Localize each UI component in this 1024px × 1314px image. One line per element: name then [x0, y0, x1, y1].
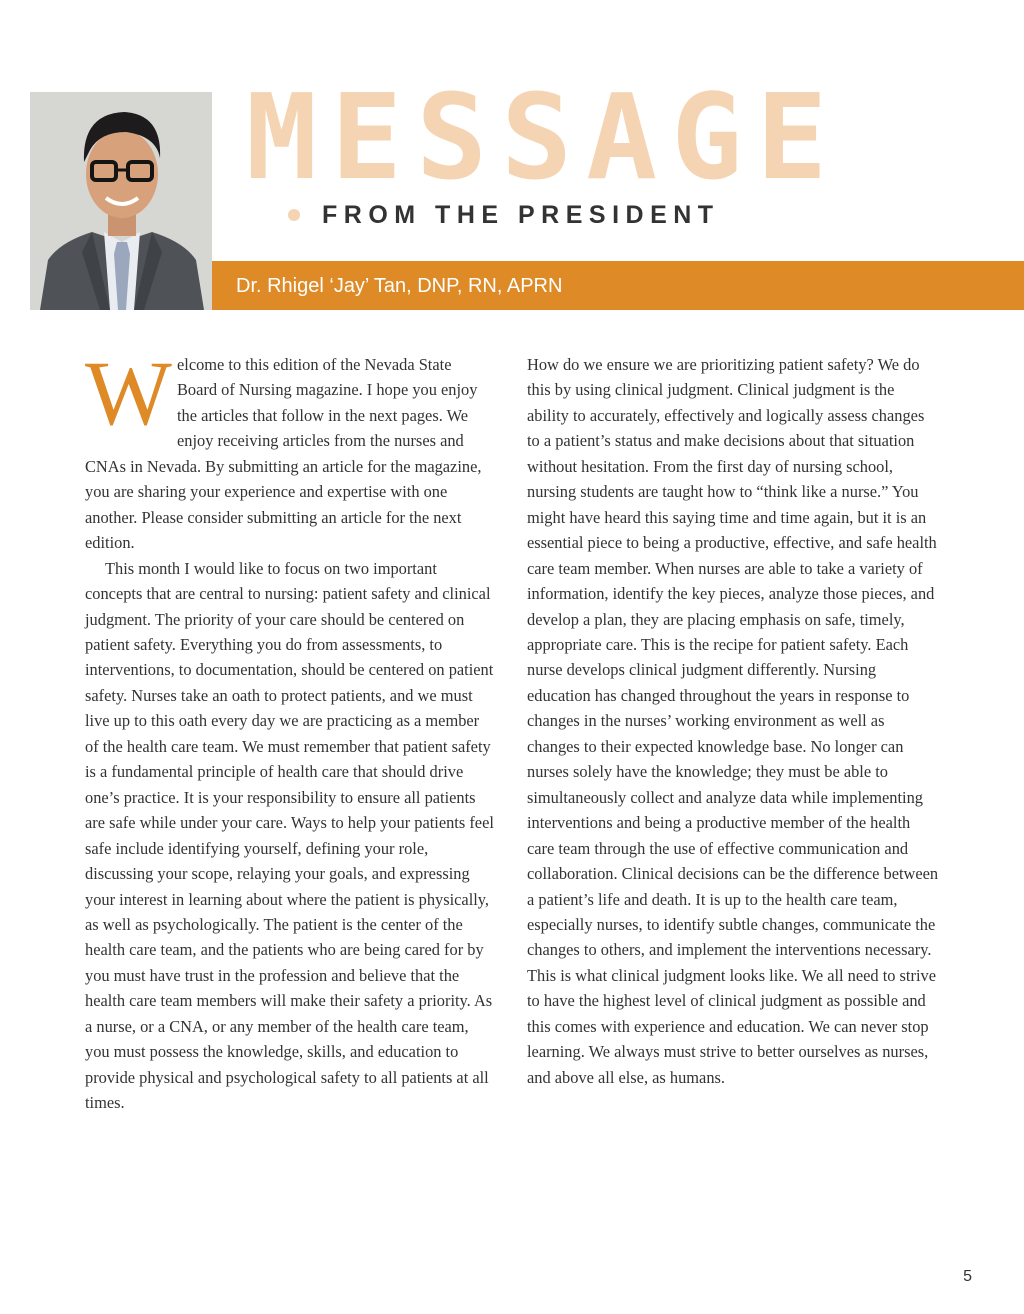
paragraph-text: elcome to this edition of the Nevada State Board of Nursing magazine. I hope you enjoy the articles that follow in the next pages. We enjoy receiving articles from the nurses and CNAs in Nevada. By submitting an article for the magazine, you are sharing your experience and expertise with one another. Please consider submitting an article for the next edition. — [85, 355, 482, 553]
drop-cap: W — [85, 342, 172, 444]
author-name: Dr. Rhigel ‘Jay’ Tan, DNP, RN, APRN — [236, 275, 563, 297]
subtitle-from-the-president: FROM THE PRESIDENT — [322, 200, 720, 229]
page-number: 5 — [963, 1268, 972, 1285]
article-paragraph: How do we ensure we are prioritizing patient safety? We do this by using clinical judgment. Clinical judgment is the ability to accurately, effectively and logically assess changes to a patient’s status and make decisions about that situation without hesitation. From the first day of nursing school, nursing students are taught how to “think like a nurse.” You might have heard this saying time and time again, but it is an essential piece to being a productive, effective, and safe health care team member. When nurses are able to take a variety of information, identify the key pieces, analyze those pieces, and develop a plan, they are placing emphasis on safe, timely, appropriate care. This is the recipe for patient safety. Each nurse develops clinical judgment differently. Nursing education has changed throughout the years in response to changes in the nurses’ working environment as well as changes to their expected knowledge base. No longer can nurses solely have the knowledge; they must be able to simultaneously collect and analyze data while implementing interventions and being a productive member of the health care team through the use of effective communication and collaboration. Clinical decisions can be the difference between a patient’s life and death. It is up to the health care team, especially nurses, to identify subtle changes, communicate the changes to others, and implement the interventions necessary. This is what clinical judgment looks like. We all need to strive to have the highest level of clinical judgment as possible and this comes with experience and education. We can never stop learning. We always must strive to better ourselves as nurses, and above all else, as humans. — [527, 355, 939, 1087]
article-paragraph — [85, 342, 495, 556]
article-column-left — [85, 342, 495, 1116]
article-column-right — [527, 352, 939, 1090]
bullet-dot-icon — [288, 209, 300, 221]
portrait-illustration — [30, 92, 212, 310]
article-paragraph: This month I would like to focus on two important concepts that are central to nursing: patient safety and clinical judgment. The priority of your care should be centered on patient safety. Everything you do from assessments, to interventions, to documentation, should be centered on patient safety. Nurses take an oath to protect patients, and we must live up to this oath every day we are practicing as a member of the health care team. We must remember that patient safety is a fundamental principle of health care that should drive one’s practice. It is your responsibility to ensure all patients are safe while under your care. Ways to help your patients feel safe include identifying yourself, defining your role, discussing your scope, relaying your goals, and expressing your interest in learning about where the patient is physically, as well as psychologically. The patient is the center of the health care team, and the patients who are being cared for by you must have trust in the profession and believe that the health care team members will make their safety a priority. As a nurse, or a CNA, or any member of the health care team, you must possess the knowledge, skills, and education to provide physical and psychological safety to all patients at all times. — [85, 558, 494, 1113]
message-title: MESSAGE — [246, 68, 842, 206]
president-portrait — [30, 92, 212, 310]
subtitle-row — [288, 198, 720, 232]
